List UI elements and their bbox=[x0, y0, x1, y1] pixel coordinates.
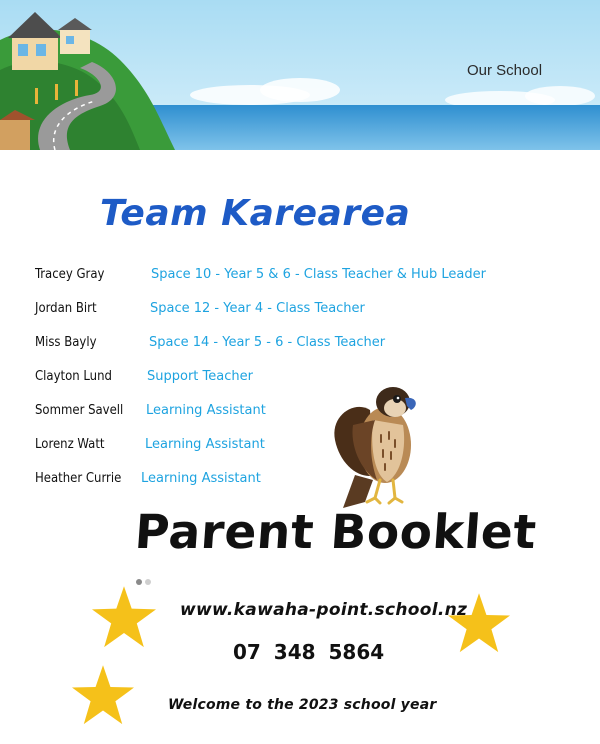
staff-name: Lorenz Watt bbox=[35, 437, 105, 452]
staff-role: Space 12 - Year 4 - Class Teacher bbox=[150, 301, 365, 316]
carousel-dot[interactable] bbox=[145, 579, 151, 585]
staff-name: Heather Currie bbox=[35, 471, 122, 486]
staff-name: Miss Bayly bbox=[35, 335, 97, 350]
staff-row bbox=[0, 301, 600, 321]
staff-role: Learning Assistant bbox=[146, 403, 266, 418]
staff-name: Tracey Gray bbox=[35, 267, 105, 282]
falcon-illustration bbox=[325, 380, 425, 510]
staff-name: Clayton Lund bbox=[35, 369, 112, 384]
school-phone: 07 348 5864 bbox=[233, 640, 385, 664]
staff-role: Learning Assistant bbox=[141, 471, 261, 486]
staff-row bbox=[0, 471, 600, 491]
school-website: www.kawaha-point.school.nz bbox=[180, 600, 468, 620]
welcome-message: Welcome to the 2023 school year bbox=[168, 697, 437, 713]
staff-role: Learning Assistant bbox=[145, 437, 265, 452]
staff-row bbox=[0, 403, 600, 423]
staff-row bbox=[0, 267, 600, 287]
staff-role: Space 14 - Year 5 - 6 - Class Teacher bbox=[149, 335, 386, 350]
staff-row bbox=[0, 369, 600, 389]
staff-row bbox=[0, 437, 600, 457]
star-icon bbox=[92, 586, 156, 648]
staff-name: Sommer Savell bbox=[35, 403, 124, 418]
staff-name: Jordan Birt bbox=[35, 301, 97, 316]
staff-row bbox=[0, 335, 600, 355]
staff-role: Space 10 - Year 5 & 6 - Class Teacher & Hub Leader bbox=[151, 267, 486, 282]
star-icon bbox=[72, 665, 134, 725]
carousel-dot-active[interactable] bbox=[136, 579, 142, 585]
nav-our-school[interactable]: Our School bbox=[467, 62, 543, 79]
booklet-title: Parent Booklet bbox=[133, 505, 539, 560]
staff-role: Support Teacher bbox=[147, 369, 253, 384]
team-title: Team Karearea bbox=[100, 193, 411, 234]
